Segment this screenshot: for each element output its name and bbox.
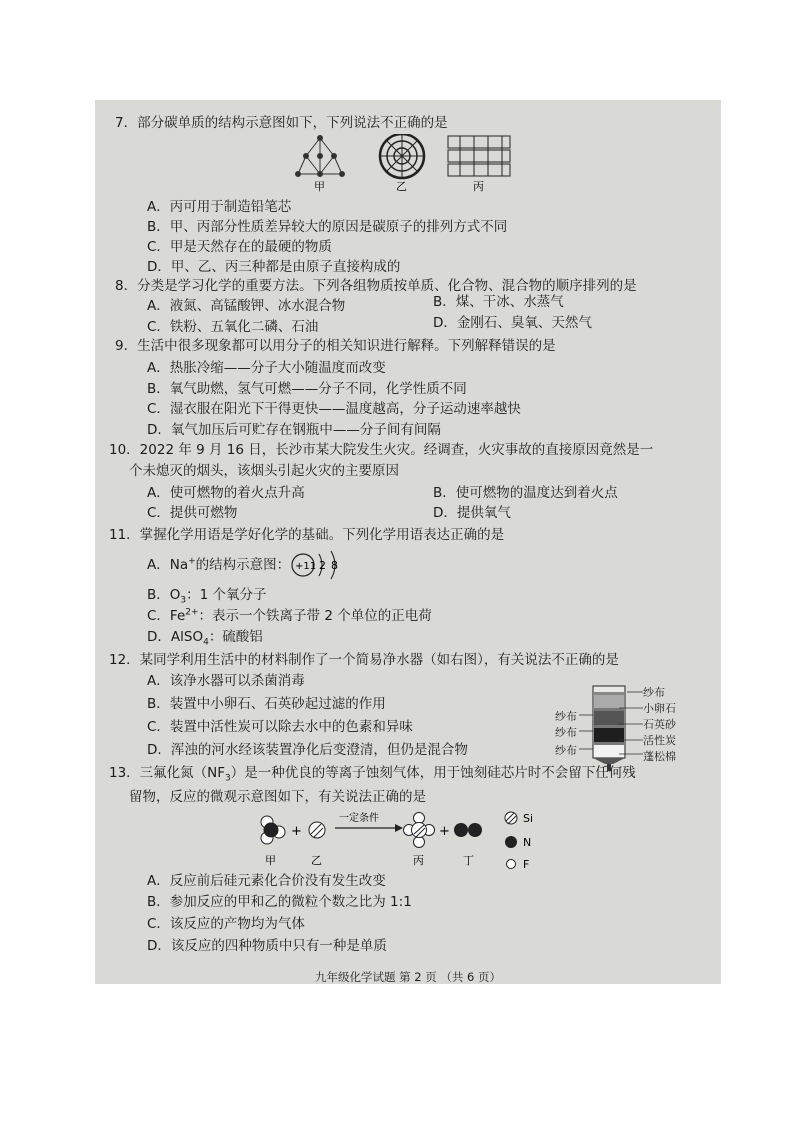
q13-option-c: C．该反应的产物均为气体 — [147, 916, 305, 932]
q11-option-d: D．AlSO$_4$：硫酸铝 — [147, 629, 263, 648]
exam-page — [95, 100, 721, 984]
fullerene-structure-icon — [380, 134, 424, 178]
legend-si — [505, 812, 533, 825]
q12-option-d: D．浑浊的河水经该装置净化后变澄清，但仍是混合物 — [147, 742, 468, 758]
q13-option-b: B．参加反应的甲和乙的微粒个数之比为 1:1 — [147, 894, 412, 910]
filter-label-gauze-left-1: 纱布 — [555, 710, 577, 723]
q13-option-d: D．该反应的四种物质中只有一种是单质 — [147, 938, 387, 954]
plus-1: + — [291, 824, 302, 839]
legend-f — [507, 858, 530, 871]
q8-stem: 8．分类是学习化学的重要方法。下列各组物质按单质、化合物、混合物的顺序排列的是 — [115, 278, 637, 294]
q10-option-d: D．提供氧气 — [433, 505, 511, 521]
q7-option-c: C．甲是天然存在的最硬的物质 — [147, 239, 332, 255]
legend-n-text: N — [523, 836, 532, 849]
plus-2: + — [439, 824, 450, 839]
legend-si-text: Si — [523, 812, 534, 825]
reaction-micro-diagram — [255, 808, 635, 876]
filter-label-quartz-sand: 石英砂 — [643, 718, 676, 731]
filter-label-gauze-top: 纱布 — [643, 686, 665, 699]
q12-option-b: B．装置中小卵石、石英砂起过滤的作用 — [147, 696, 386, 712]
q10-option-b: B．使可燃物的温度达到着火点 — [433, 485, 618, 501]
filter-label-leader-lines — [579, 684, 645, 756]
q8-option-a: A．液氮、高锰酸钾、冰水混合物 — [147, 298, 346, 314]
q13-option-a: A．反应前后硅元素化合价没有发生改变 — [147, 873, 386, 889]
q12-stem: 12．某同学利用生活中的材料制作了一个简易净水器（如右图），有关说法不正确的是 — [109, 652, 619, 668]
graphite-structure-icon — [448, 136, 510, 176]
q8-option-c: C．铁粉、五氧化二磷、石油 — [147, 319, 319, 335]
q7-stem: 7．部分碳单质的结构示意图如下，下列说法不正确的是 — [115, 115, 448, 131]
label-ding-13: 丁 — [463, 854, 474, 867]
q7-option-a: A．丙可用于制造铅笔芯 — [147, 199, 292, 215]
q7-option-d: D．甲、乙、丙三种都是由原子直接构成的 — [147, 259, 401, 275]
q7-option-b: B．甲、丙部分性质差异较大的原因是碳原子的排列方式不同 — [147, 219, 508, 235]
shell1-electrons: 2 — [319, 559, 326, 572]
label-bing-13: 丙 — [413, 854, 424, 867]
filter-label-gauze-left-3: 纱布 — [555, 744, 577, 757]
reaction-condition: 一定条件 — [339, 813, 379, 824]
q9-option-a: A．热胀冷缩——分子大小随温度而改变 — [147, 360, 386, 376]
q10-stem-line2: 个未熄灭的烟头，该烟头引起火灾的主要原因 — [129, 463, 399, 479]
sodium-ion-structure-diagram — [289, 548, 351, 582]
q10-option-a: A．使可燃物的着火点升高 — [147, 485, 305, 501]
legend-f-text: F — [523, 858, 530, 871]
q11-stem: 11．掌握化学用语是学好化学的基础。下列化学用语表达正确的是 — [109, 527, 505, 543]
q12-option-a: A．该净水器可以杀菌消毒 — [147, 673, 305, 689]
nucleus-charge: +11 — [295, 561, 317, 572]
q12-option-c: C．装置中活性炭可以除去水中的色素和异味 — [147, 719, 413, 735]
filter-label-pebble: 小卵石 — [643, 702, 676, 715]
label-bing: 丙 — [473, 180, 484, 192]
q11-option-a: A．Na+的结构示意图： — [147, 556, 291, 573]
legend-n — [505, 836, 531, 849]
carbon-structures-figure — [290, 134, 520, 192]
q9-option-d: D．氧气加压后可贮存在钢瓶中——分子间有间隔 — [147, 422, 441, 438]
q13-stem-line2: 留物，反应的微观示意图如下，有关说法正确的是 — [129, 789, 426, 805]
q9-option-b: B．氧气助燃，氢气可燃——分子不同，化学性质不同 — [147, 381, 467, 397]
label-jia-13: 甲 — [265, 854, 276, 867]
page-footer: 九年级化学试题 第 2 页 （共 6 页） — [314, 970, 502, 984]
silicon-atom-icon — [309, 822, 325, 838]
filter-label-gauze-left-2: 纱布 — [555, 726, 577, 739]
q9-option-c: C．湿衣服在阳光下干得更快——温度越高，分子运动速率越快 — [147, 401, 521, 417]
q13-stem-line1: 13．三氟化氮$(NF_3)$是一种优良的等离子蚀刻气体，用于蚀刻硅芯片时不会留下任何残 — [109, 765, 636, 784]
molecule-sif4-icon — [404, 813, 435, 848]
q11-option-c: C．$Fe^{2+}$：表示一个铁离子带 2 个单位的正电荷 — [147, 607, 432, 624]
label-yi-13: 乙 — [311, 854, 322, 867]
q8-option-b: B．煤、干冰、水蒸气 — [433, 294, 564, 310]
label-jia: 甲 — [314, 180, 325, 192]
filter-label-cotton: 蓬松棉 — [643, 750, 676, 763]
diamond-structure-icon — [296, 136, 345, 177]
molecule-n2-icon — [454, 823, 482, 837]
filter-label-activated-carbon: 活性炭 — [643, 734, 676, 747]
q9-stem: 9．生活中很多现象都可以用分子的相关知识进行解释。下列解释错误的是 — [115, 338, 556, 354]
q11-option-b: B．$O_3$：1 个氧分子 — [147, 587, 267, 606]
label-yi: 乙 — [396, 180, 407, 192]
shell2-electrons: 8 — [331, 559, 338, 572]
q10-option-c: C．提供可燃物 — [147, 505, 238, 521]
q10-stem-line1: 10．2022 年 9 月 16 日，长沙市某大院发生火灾。经调查，火灾事故的直接原因竟然是一 — [109, 442, 654, 458]
q8-option-d: D．金刚石、臭氧、天然气 — [433, 315, 592, 331]
molecule-nf3-icon — [261, 816, 285, 844]
